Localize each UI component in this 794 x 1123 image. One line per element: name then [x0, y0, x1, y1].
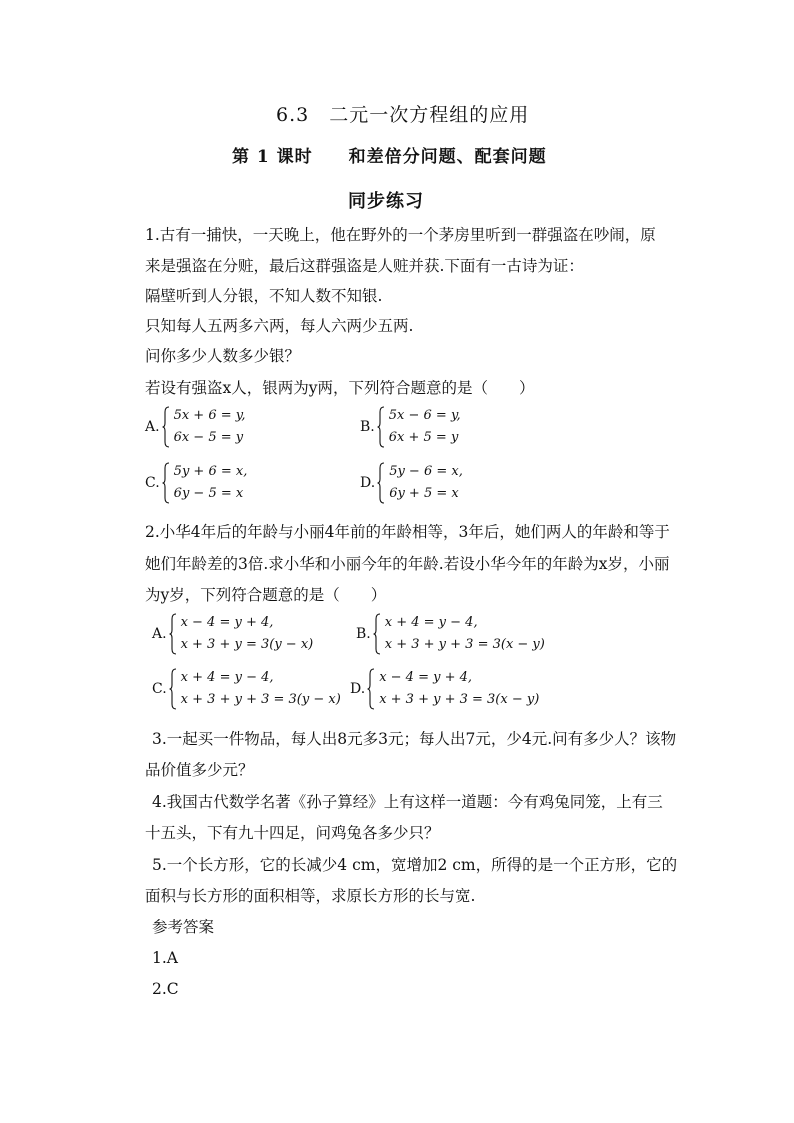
- q2-option-d-eq2: x + 3 + y + 3 = 3(x − y): [379, 692, 540, 707]
- left-brace-icon: [162, 462, 170, 504]
- q2-option-b[interactable]: [356, 612, 545, 656]
- practice-title: 同步练习: [348, 191, 424, 212]
- q2-option-a[interactable]: [152, 612, 313, 656]
- q1-option-b[interactable]: [360, 405, 461, 449]
- q2-line-2: 她们年龄差的3倍.求小华和小丽今年的年龄.若设小华今年的年龄为x岁，小丽: [145, 555, 670, 573]
- q1-option-b-label: B.: [360, 419, 375, 435]
- q1-line-1: 1.古有一捕快，一天晚上，他在野外的一个茅房里听到一群强盗在吵闹，原: [145, 226, 656, 244]
- q2-option-b-label: B.: [356, 626, 371, 642]
- left-brace-icon: [373, 613, 381, 655]
- q1-line-3: 隔壁听到人分银，不知人数不知银.: [145, 287, 383, 305]
- q1-option-b-eq1: 5x − 6 = y,: [388, 408, 461, 423]
- q5-line-1: 5.一个长方形，它的长减少4 cm，宽增加2 cm，所得的是一个正方形，它的: [152, 856, 678, 874]
- q2-option-b-eq2: x + 3 + y + 3 = 3(x − y): [384, 637, 545, 652]
- q4-line-2: 十五头，下有九十四足，问鸡兔各多少只？: [145, 824, 440, 842]
- q4-line-1: 4.我国古代数学名著《孙子算经》上有这样一道题：今有鸡兔同笼，上有三: [152, 793, 663, 811]
- q1-option-b-eq2: 6x + 5 = y: [388, 430, 459, 445]
- q3-line-1: 3.一起买一件物品，每人出8元多3元；每人出7元，少4元.问有多少人？该物: [152, 730, 677, 748]
- q1-option-c[interactable]: [145, 461, 247, 505]
- q1-option-d[interactable]: [360, 461, 463, 505]
- q1-option-d-label: D.: [360, 475, 376, 491]
- q2-option-c-eq1: x + 4 = y − 4,: [180, 670, 274, 685]
- left-brace-icon: [169, 668, 177, 710]
- q1-option-c-label: C.: [145, 475, 160, 491]
- left-brace-icon: [377, 406, 385, 448]
- answers-heading: 参考答案: [152, 918, 215, 936]
- q1-line-5: 问你多少人数多少银？: [145, 347, 301, 365]
- q2-option-c-label: C.: [152, 681, 167, 697]
- q2-option-d[interactable]: [350, 667, 539, 711]
- q1-line-2: 来是强盗在分赃，最后这群强盗是人赃并获.下面有一古诗为证：: [145, 257, 584, 275]
- q2-line-3: 为y岁，下列符合题意的是（ ）: [145, 586, 387, 604]
- answer-2: 2.C: [152, 980, 179, 998]
- q1-option-a[interactable]: [145, 405, 246, 449]
- q2-option-c-eq2: x + 3 + y + 3 = 3(y − x): [180, 692, 341, 707]
- left-brace-icon: [162, 406, 170, 448]
- q1-option-a-label: A.: [145, 419, 160, 435]
- left-brace-icon: [377, 462, 385, 504]
- q1-option-c-eq2: 6y − 5 = x: [173, 486, 244, 501]
- answer-1: 1.A: [152, 949, 178, 967]
- q2-option-d-label: D.: [350, 681, 366, 697]
- q1-option-a-eq2: 6x − 5 = y: [173, 430, 244, 445]
- left-brace-icon: [367, 668, 375, 710]
- q2-option-d-eq1: x − 4 = y + 4,: [379, 670, 473, 685]
- q2-option-a-eq2: x + 3 + y = 3(y − x): [180, 637, 314, 652]
- q1-line-6: 若设有强盗x人，银两为y两，下列符合题意的是（ ）: [145, 379, 535, 397]
- left-brace-icon: [169, 613, 177, 655]
- q1-option-d-eq2: 6y + 5 = x: [389, 486, 459, 501]
- q2-option-c[interactable]: [152, 667, 341, 711]
- q1-option-a-eq1: 5x + 6 = y,: [173, 408, 246, 423]
- q2-option-b-eq1: x + 4 = y − 4,: [384, 615, 478, 630]
- q2-option-a-eq1: x − 4 = y + 4,: [180, 615, 274, 630]
- q1-option-c-eq1: 5y + 6 = x,: [173, 464, 248, 479]
- q1-line-4: 只知每人五两多六两，每人六两少五两.: [145, 317, 414, 335]
- q2-line-1: 2.小华4年后的年龄与小丽4年前的年龄相等，3年后，她们两人的年龄和等于: [145, 523, 670, 541]
- lesson-title: 第 1 课时 和差倍分问题、配套问题: [232, 147, 547, 167]
- q2-option-a-label: A.: [152, 626, 167, 642]
- q5-line-2: 面积与长方形的面积相等，求原长方形的长与宽.: [145, 887, 476, 905]
- q1-option-d-eq1: 5y − 6 = x,: [389, 464, 463, 479]
- q3-line-2: 品价值多少元？: [145, 761, 254, 779]
- section-title: 6.3 二元一次方程组的应用: [276, 104, 530, 126]
